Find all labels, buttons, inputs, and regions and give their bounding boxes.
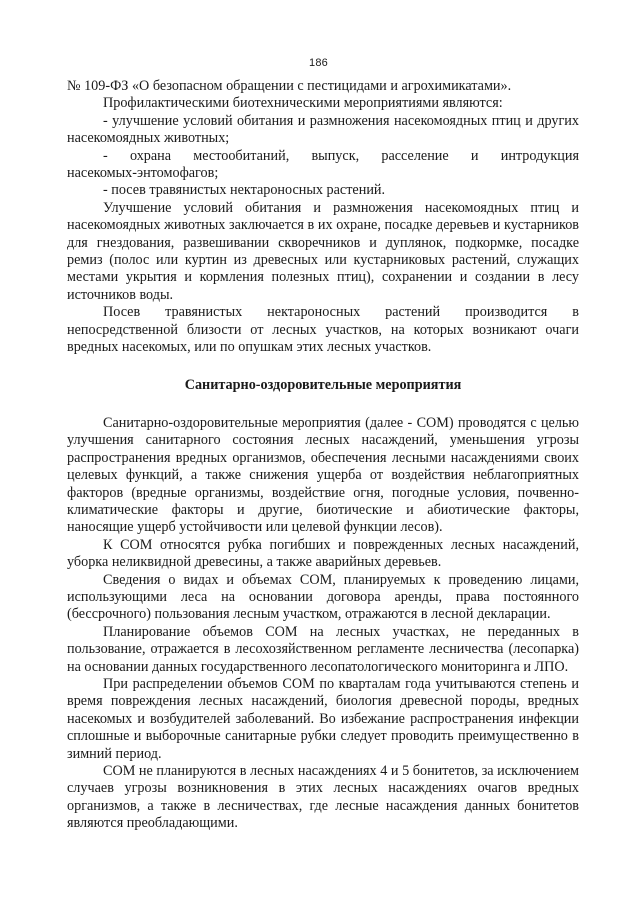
- list-item: - улучшение условий обитания и размножения насекомоядных птиц и других насекомоядных животных;: [67, 112, 579, 147]
- section-heading: Санитарно-оздоровительные мероприятия: [184, 376, 462, 393]
- paragraph: Планирование объемов СОМ на лесных участках, не переданных в пользование, отражается в лесохозяйственном регламенте лесничества (лесопарка) на основании данных государственного лесопатологического мониторинга и ЛПО.: [67, 623, 579, 675]
- page-number: 186: [309, 57, 328, 69]
- section-top: [67, 78, 579, 357]
- paragraph: № 109-ФЗ «О безопасном обращении с пестицидами и агрохимикатами».: [67, 78, 512, 94]
- paragraph: При распределении объемов СОМ по кварталам года учитываются степень и время повреждения лесных насаждений, биология древесной породы, вредных насекомых и возбудителей заболеваний. Во избежание распространения инфекции сплошные и выборочные санитарные рубки следует проводить преимущественно в зимний период.: [67, 676, 579, 762]
- paragraph: Сведения о видах и объемах СОМ, планируемых к проведению лицами, использующими леса на основании договора аренды, права постоянного (бессрочного) пользования лесным участком, отражаются в лесной декларации.: [67, 571, 579, 623]
- paragraph: К СОМ относятся рубка погибших и поврежденных лесных насаждений, уборка неликвидной древесины, а также аварийных деревьев.: [67, 536, 579, 571]
- paragraph: Профилактическими биотехническими мероприятиями являются:: [103, 95, 503, 112]
- list-item: - посев травянистых нектароносных растений.: [103, 182, 386, 199]
- paragraph: Улучшение условий обитания и размножения насекомоядных птиц и насекомоядных животных заключается в их охране, посадке деревьев и кустарников для гнездования, развешивании скворечников и дуплянок, подкормке, посадке ремиз (полос или куртин из древесных или кустарниковых растений, служащих местами укрытия и кормления полезных птиц), сохранении и создании в лесу источников воды.: [67, 199, 579, 303]
- document-body: [67, 78, 579, 833]
- paragraph: СОМ не планируются в лесных насаждениях 4 и 5 бонитетов, за исключением случаев угрозы возникновения в этих лесных насаждениях очагов вредных организмов, а также в лесничествах, где лесные насаждения данных бонитетов являются преобладающими.: [67, 763, 579, 832]
- section-bottom: [67, 415, 579, 833]
- list-item: - охрана местообитаний, выпуск, расселение и интродукция насекомых-энтомофагов;: [67, 147, 579, 182]
- paragraph: Посев травянистых нектароносных растений производится в непосредственной близости от лесных участков, на которых возникают очаги вредных насекомых, или по опушкам этих лесных участков.: [67, 304, 579, 356]
- paragraph: Санитарно-оздоровительные мероприятия (далее - СОМ) проводятся с целью улучшения санитарного состояния лесных насаждений, уменьшения угрозы распространения вредных организмов, обеспечения лесными насаждениями своих целевых функций, а также снижения ущерба от воздействия неблагоприятных факторов (вредные организмы, воздействие огня, погодные условия, почвенно-климатические факторы и другие, биотические и абиотические факторы, наносящие ущерб устойчивости или целевой функции лесов).: [67, 414, 579, 536]
